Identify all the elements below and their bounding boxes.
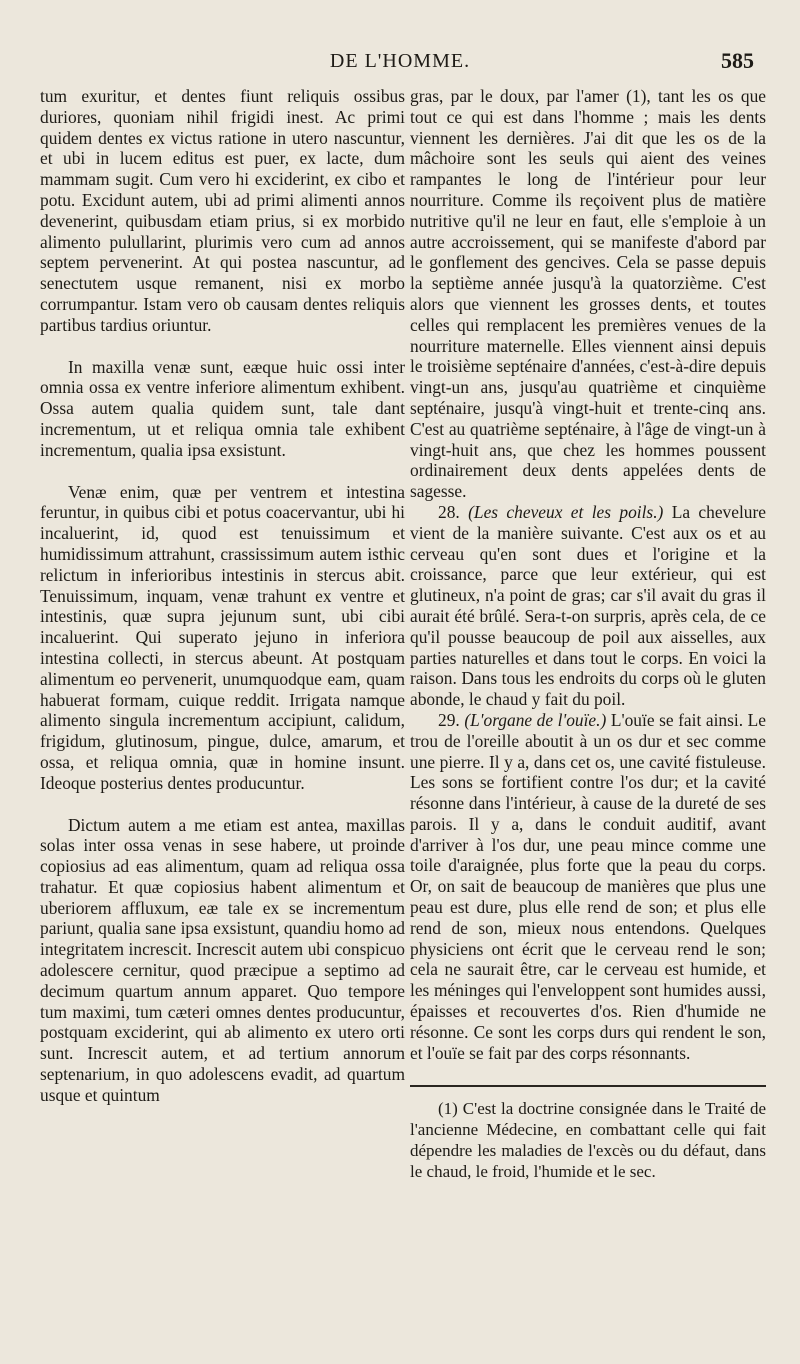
section-body: L'ouïe se fait ainsi. Le trou de l'oreille aboutit à un os dur et sec comme une pierre. Il y a, dans cet os, une cavité fistuleuse. Les sons se fortifient contre l'os dur; et la cavité résonne dans l'intérieur, à cause de la dureté de ses parois. Il y a, dans le conduit auditif, avant d'arriver à l'os dur, une peau mince comme une toile d'araignée, plus forte que la peau du corps. Or, on sait de beaucoup de manières que plus une peau est dure, plus elle rend de son; et plus elle rend de son, mieux nous entendons. Quelques physiciens ont écrit que le cerveau rend le son; cela ne saurait être, car le cerveau est humide, et les méninges qui l'enveloppent sont humides aussi, épaisses et recouvertes d'os. Rien d'humide ne résonne. Ce sont les corps durs qui rendent le son, et l'ouïe se fait par des corps résonnants. (410, 709, 766, 1063)
page-number: 585 (721, 48, 754, 73)
latin-paragraph-1: tum exuritur, et dentes fiunt reliquis ossibus duriores, quoniam nihil frigidi inest. Ac primi quidem dentes ex victus ratione in utero nascuntur, et ubi in lucem editus est puer, ex lacte, dum mammam sugit. Cum vero hi exciderint, ex cibo et potu. Excidunt autem, ubi ad primi alimenti annos devenerint, quibusdam etiam prius, si ex morbido alimento pulullarint, plurimis vero cum ad annos septem pervenerint. At qui postea nascuntur, ad senectutem usque remanent, nisi ex morbo corrumpantur. Istam vero ob causam dentes reliquis partibus tardius oriuntur. (40, 86, 405, 335)
latin-paragraph-4: Dictum autem a me etiam est antea, maxillas solas inter ossa venas in sese habere, ut proinde copiosius ad eas alimentum, quam ad reliqua ossa trahatur. Et quæ copiosius habent alimentum et uberiorem affluxum, eæ tale ex se incrementum pariunt, qualia sane ipsa exsistunt, quandiu homo ad integritatem increscit. Increscit autem ubi conspicuo adolescere cernitur, quod præcipue a septimo ad decimum quartum annum apparet. Quo tempore tum maximi, tum cæteri omnes dentes producuntur, postquam exciderint, qui ab alimento ex utero orti sunt. Increscit autem, et ad tertium annorum septenarium, in quo adolescens evadit, ad quartum usque et quintum (40, 814, 405, 1105)
section-number: 28. (438, 501, 460, 522)
right-column-french (410, 86, 766, 1183)
latin-paragraph-2: In maxilla venæ sunt, eæque huic ossi inter omnia ossa ex ventre inferiore alimentum exhibent. Ossa autem qualia quidem sunt, tale dant incrementum, ut et reliqua omnia tale exhibent incrementum, qualia ipsa exsistunt. (40, 356, 405, 460)
running-head (40, 50, 760, 80)
footnote-divider (410, 1085, 766, 1087)
french-paragraph-1: gras, par le doux, par l'amer (1), tant les os que tout ce qui est dans l'homme ; mais les dents viennent les dernières. J'ai dit que les os de la mâchoire sont les seuls qui aient des veines rampantes le long de l'intérieur pour leur nourriture. Comme ils reçoivent plus de matière nutritive qu'il ne leur en faut, elle s'emploie à un autre accroissement, qui se manifeste d'abord par le gonflement des gencives. Cela se passe depuis la septième année jusqu'à la quatorzième. C'est alors que viennent les grosses dents, et toutes celles qui remplacent les premières venues de la nourriture maternelle. Elles viennent ainsi depuis le troisième septénaire d'années, c'est-à-dire depuis vingt-un ans, jusqu'au quatrième et cinquième septénaire, jusqu'à vingt-huit et trente-cinq ans. C'est au quatrième septénaire, à l'âge de vingt-un à vingt-huit ans, que chez les hommes poussent ordinairement deux dents appelées dents de sagesse. (410, 86, 766, 502)
french-section-28 (410, 502, 766, 710)
section-body: La chevelure vient de la manière suivante. C'est aux os et au cerveau qu'en sont dues et l'origine et la croissance, parce que leur extérieur, qui est glutineux, n'a point de gras; car s'il avait du gras il aurait été brûlé. Sera-t-on surpris, après cela, de ce qu'il pousse beaucoup de poil aux aisselles, aux parties naturelles et dans tout le corps. En voici la raison. Dans tous les endroits du corps où le gluten abonde, le chaud y fait du poil. (410, 501, 767, 710)
section-number: 29. (438, 709, 460, 730)
latin-paragraph-3: Venæ enim, quæ per ventrem et intestina feruntur, in quibus cibi et potus coacervantur, ubi hi incaluerint, id, quod est tenuissimum et humidissimum attrahunt, crassissimum autem isthic relictum in inferioribus intestinis in stercus abit. Tenuissimum, inquam, venæ trahunt ex ventre et intestinis, quæ supra jejunum sunt, ubi cibi incaluerint. Qui superato jejuno in inferiora intestina collecti, in stercus abeunt. At postquam alimentum eo pervenerit, unumquodque eam, quam habuerat formam, cuique reddit. Irrigata namque alimento singula incrementum accipiunt, calidum, frigidum, glutinosum, pingue, dulce, amarum, et ossa, et reliqua omnia, quæ in homine insunt. Ideoque posterius dentes producuntur. (40, 481, 405, 793)
section-title: (Les cheveux et les poils.) (468, 501, 664, 522)
left-column-latin (40, 86, 405, 1106)
section-title: (L'organe de l'ouïe.) (464, 709, 607, 730)
running-title: DE L'HOMME. (329, 50, 471, 72)
french-section-29 (410, 710, 766, 1064)
footnote: (1) C'est la doctrine consignée dans le Traité de l'ancienne Médecine, en combattant celle qui fait dépendre les maladies de l'excès ou du défaut, dans le chaud, le froid, l'humide et le sec. (410, 1099, 766, 1181)
